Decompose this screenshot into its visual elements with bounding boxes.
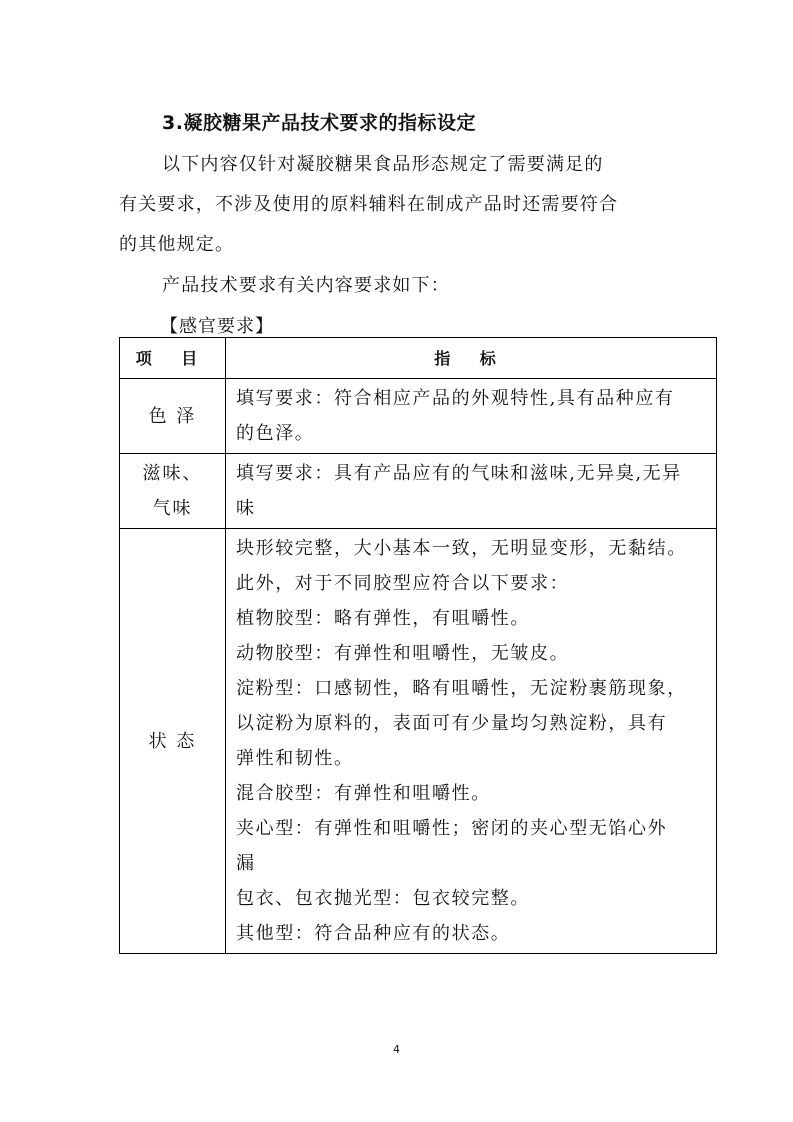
desc-line: 味 [236, 498, 256, 519]
intro-line-2: 有关要求，不涉及使用的原料辅料在制成产品时还需要符合 [119, 194, 619, 215]
row-item-state [120, 529, 226, 954]
sensory-requirements-title: 【感官要求】 [160, 316, 274, 337]
desc-line: 填写要求：具有产品应有的气味和滋味,无异臭,无异 [236, 463, 682, 484]
row-desc-state [226, 529, 717, 954]
row-desc-color [226, 379, 717, 454]
desc-line: 植物胶型：略有弹性，有咀嚼性。 [236, 608, 530, 629]
table-row [120, 379, 717, 454]
page-number: 4 [393, 1043, 400, 1056]
item-label: 色 泽 [148, 405, 197, 427]
section-heading: 3.凝胶糖果产品技术要求的指标设定 [162, 112, 476, 134]
desc-line: 其他型：符合品种应有的状态。 [236, 923, 511, 944]
desc-line: 块形较完整，大小基本一致，无明显变形，无黏结。 [236, 538, 687, 559]
desc-line: 混合胶型：有弹性和咀嚼性。 [236, 783, 491, 804]
table-row [120, 454, 717, 529]
intro-line-3: 的其他规定。 [119, 234, 235, 255]
desc-line: 填写要求：符合相应产品的外观特性,具有品种应有 [236, 388, 675, 409]
intro-line-1: 以下内容仅针对凝胶糖果食品形态规定了需要满足的 [162, 154, 604, 175]
item-label: 气味 [152, 498, 193, 519]
desc-line: 此外，对于不同胶型应符合以下要求： [236, 573, 570, 594]
desc-line: 以淀粉为原料的，表面可有少量均匀熟淀粉，具有 [236, 713, 668, 734]
desc-line: 动物胶型：有弹性和咀嚼性，无皱皮。 [236, 643, 570, 664]
desc-line: 弹性和韧性。 [236, 748, 354, 769]
desc-line: 的色泽。 [236, 423, 315, 444]
table-header-row [120, 338, 717, 379]
header-item: 项 目 [120, 338, 226, 379]
desc-line: 夹心型：有弹性和咀嚼性；密闭的夹心型无馅心外 [236, 818, 668, 839]
intro-paragraph-2: 产品技术要求有关内容要求如下： [162, 275, 450, 296]
sensory-requirements-table [119, 337, 717, 954]
table-row [120, 529, 717, 954]
row-desc-taste [226, 454, 717, 529]
desc-line: 淀粉型：口感韧性，略有咀嚼性，无淀粉裹筋现象， [236, 678, 687, 699]
item-label: 状 态 [148, 730, 197, 752]
row-item-taste [120, 454, 226, 529]
desc-line: 漏 [236, 853, 256, 874]
row-item-color [120, 379, 226, 454]
item-label: 滋味、 [142, 463, 203, 484]
header-index: 指 标 [226, 338, 717, 379]
desc-line: 包衣、包衣抛光型：包衣较完整。 [236, 888, 530, 909]
